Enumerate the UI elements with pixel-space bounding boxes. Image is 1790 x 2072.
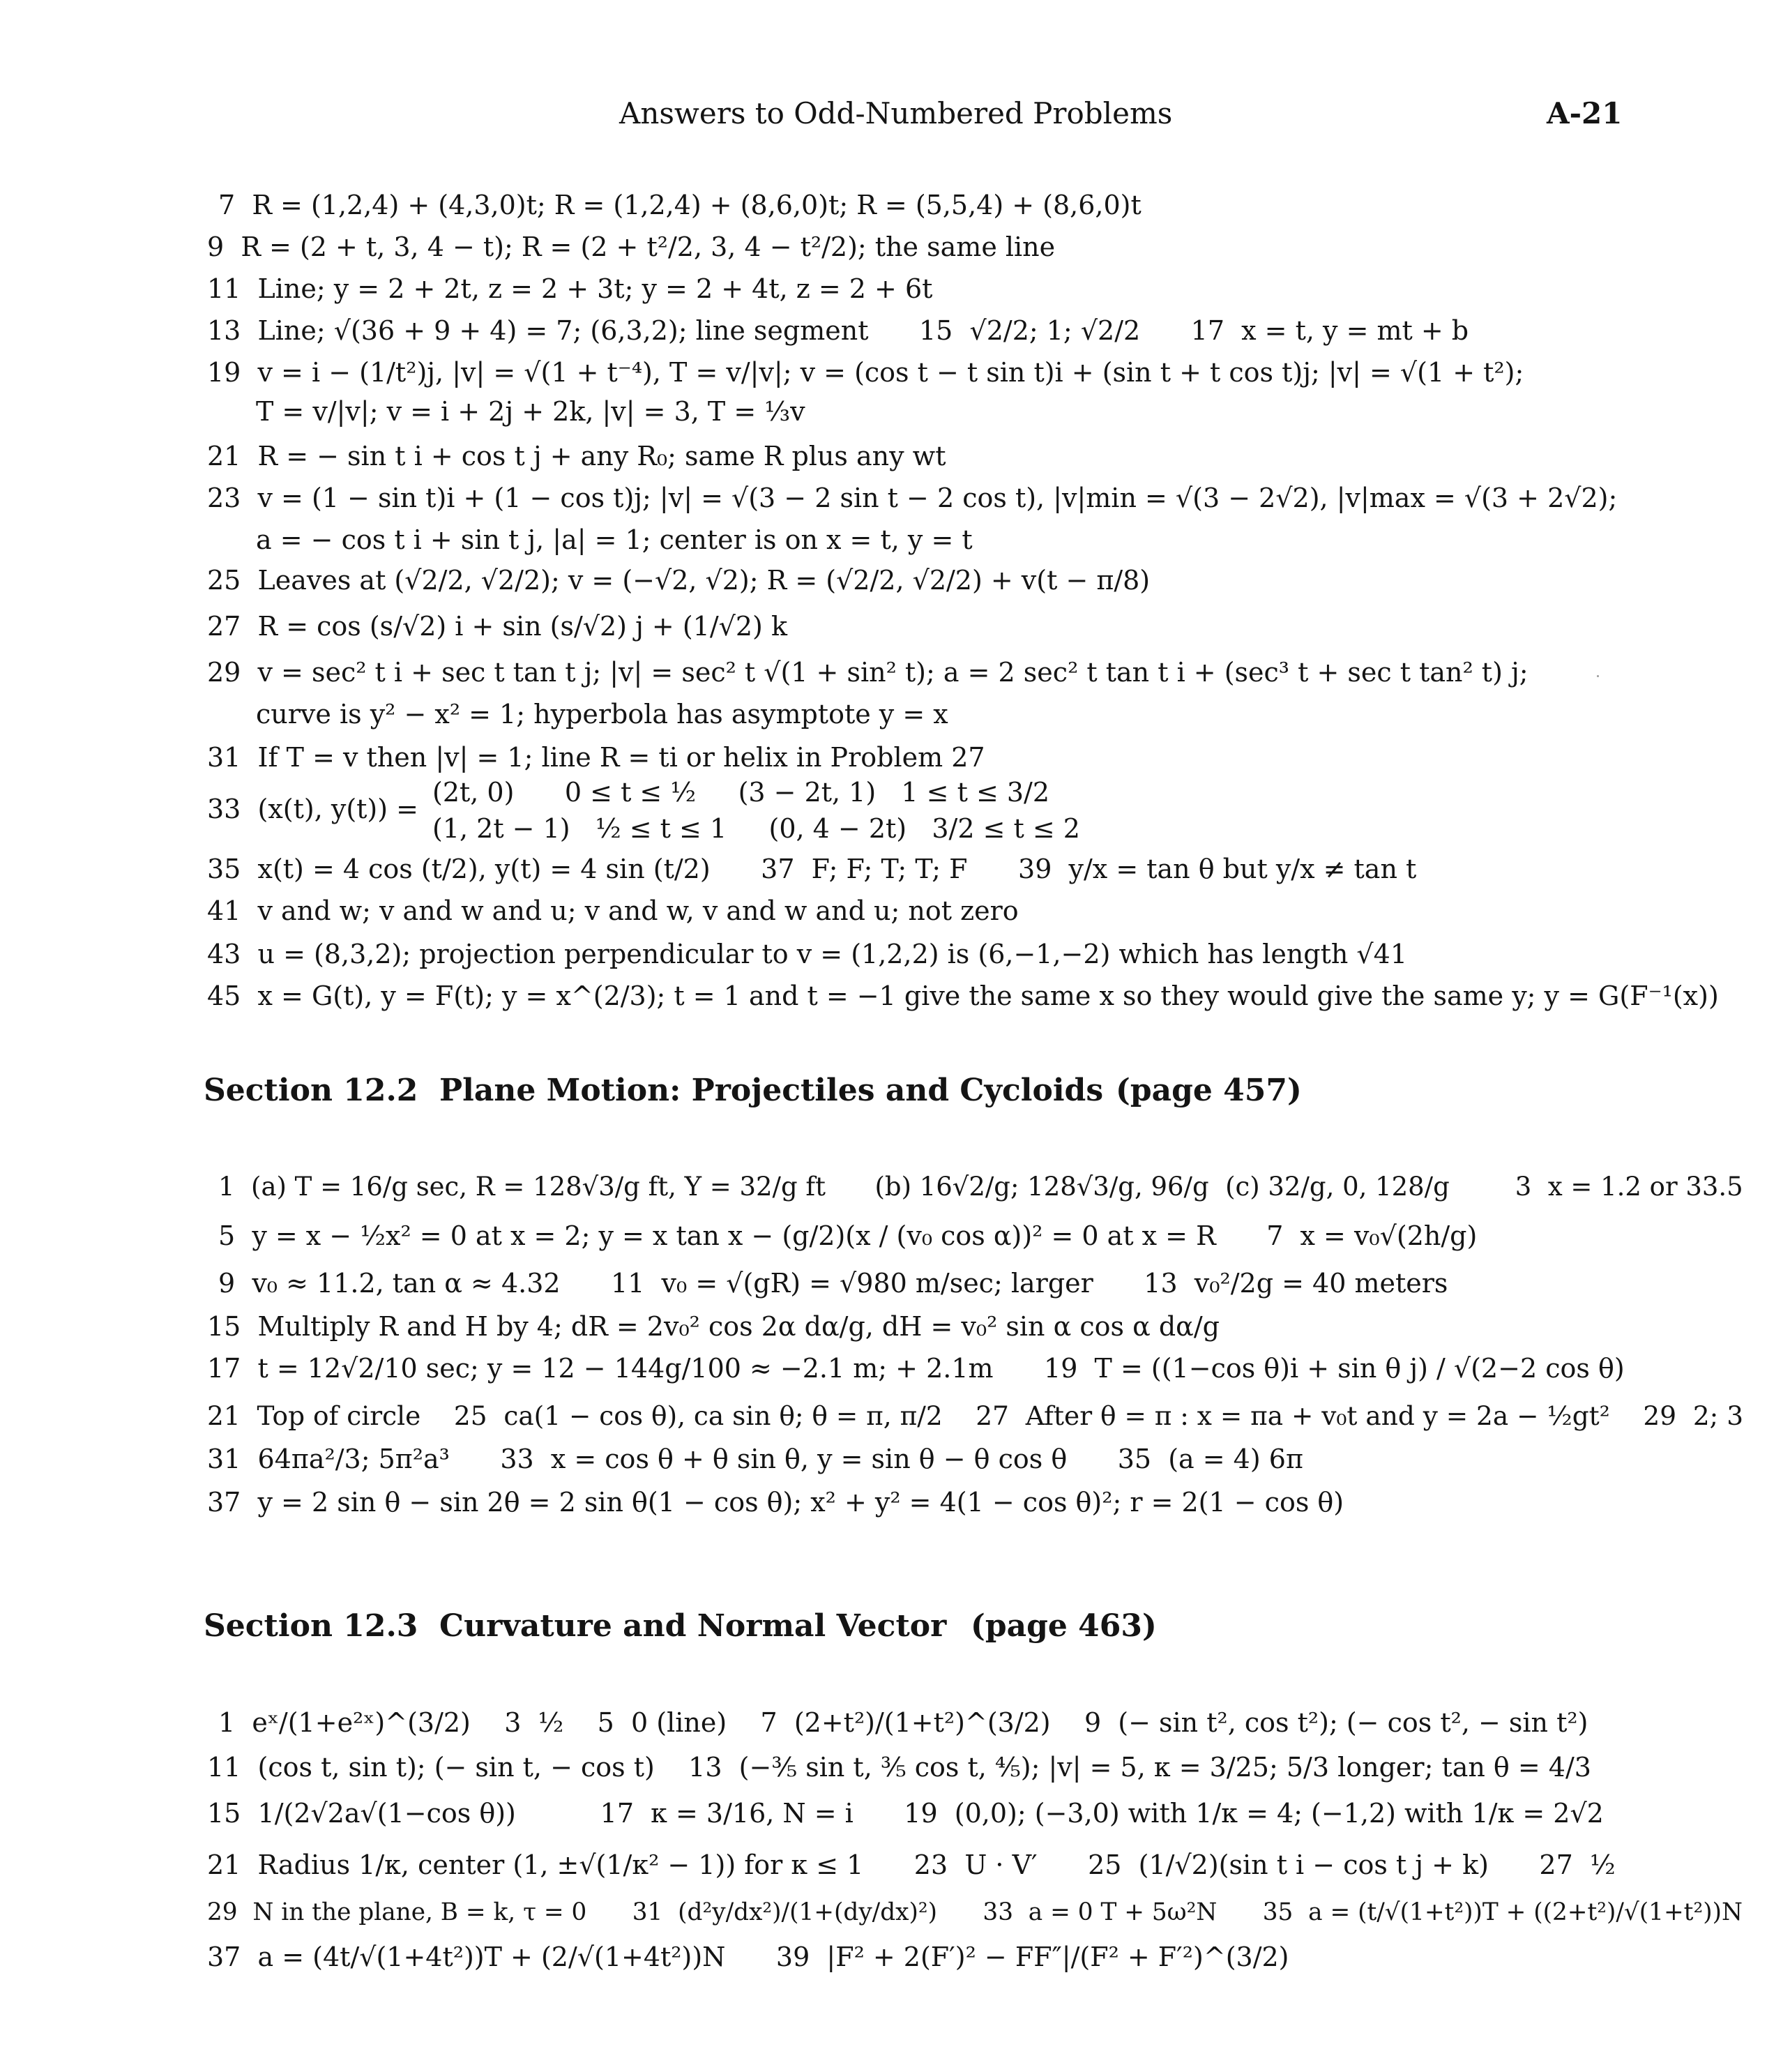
answer-line: 11 (cos t, sin t); (− sin t, − cos t) 13 (−⅗ sin t, ⅗ cos t, ⅘); |v| = 5, κ = 3/25; 5/3 longer; tan θ = 4/3 (207, 1752, 1591, 1783)
answer-line: 19 v = i − (1/t²)j, |v| = √(1 + t⁻⁴), T = v/|v|; v = (cos t − t sin t)i + (sin t + t cos t)j; |v| = √(1 + t²); (207, 357, 1524, 388)
answer-line: 21 Radius 1/κ, center (1, ±√(1/κ² − 1)) for κ ≤ 1 23 U · V′ 25 (1/√2)(sin t i − cos t j + k) 27 ½ (207, 1850, 1616, 1880)
answer-line: 15 1/(2√2a√(1−cos θ)) 17 κ = 3/16, N = i 19 (0,0); (−3,0) with 1/κ = 4; (−1,2) with 1/κ = 2√2 (207, 1798, 1604, 1829)
section-page-ref: (page 457) (1116, 1073, 1302, 1108)
answer-line: 29 v = sec² t i + sec t tan t j; |v| = sec² t √(1 + sin² t); a = 2 sec² t tan t i + (sec³ t + sec t tan² t) j; (207, 657, 1529, 688)
section-page-ref: (page 463) (971, 1608, 1157, 1644)
answer-line: 15 Multiply R and H by 4; dR = 2v₀² cos 2α dα/g, dH = v₀² sin α cos α dα/g (207, 1311, 1220, 1342)
page-number: A-21 (1547, 96, 1623, 130)
answer-line: 25 Leaves at (√2/2, √2/2); v = (−√2, √2); R = (√2/2, √2/2) + v(t − π/8) (207, 565, 1151, 596)
answer-line: 17 t = 12√2/10 sec; y = 12 − 144g/100 ≈ −2.1 m; + 2.1m 19 T = ((1−cos θ)i + sin θ j) / √(2−2 cos θ) (207, 1353, 1625, 1384)
answer-line: 45 x = G(t), y = F(t); y = x^(2/3); t = 1 and t = −1 give the same x so they would give the same y; y = G(F⁻¹(x)) (207, 981, 1719, 1011)
section-heading: Section 12.3 Curvature and Normal Vector (204, 1608, 947, 1644)
answer-line: 1 (a) T = 16/g sec, R = 128√3/g ft, Y = 32/g ft (b) 16√2/g; 128√3/g, 96/g (c) 32/g, 0, 128/g 3 x = 1.2 or 33.5 (218, 1172, 1743, 1202)
piecewise-row-top: (2t, 0) 0 ≤ t ≤ ½ (3 − 2t, 1) 1 ≤ t ≤ 3/2 (432, 777, 1050, 808)
answer-line: 21 Top of circle 25 ca(1 − cos θ), ca sin θ; θ = π, π/2 27 After θ = π : x = πa + v₀t and y = 2a − ½gt² 29 2; 3 (207, 1400, 1744, 1431)
answer-line-continued: T = v/|v|; v = i + 2j + 2k, |v| = 3, T = ⅓v (256, 396, 805, 427)
answer-line: 37 a = (4t/√(1+4t²))T + (2/√(1+4t²))N 39 |F² + 2(F′)² − FF″|/(F² + F′²)^(3/2) (207, 1942, 1289, 1972)
answer-line: 41 v and w; v and w and u; v and w, v and w and u; not zero (207, 895, 1019, 926)
answer-line: 21 R = − sin t i + cos t j + any R₀; same R plus any wt (207, 441, 946, 471)
answer-line: 43 u = (8,3,2); projection perpendicular to v = (1,2,2) is (6,−1,−2) which has length √41 (207, 939, 1408, 969)
answer-line-continued: curve is y² − x² = 1; hyperbola has asymptote y = x (256, 699, 948, 729)
answer-line: 7 R = (1,2,4) + (4,3,0)t; R = (1,2,4) + (8,6,0)t; R = (5,5,4) + (8,6,0)t (218, 190, 1141, 220)
answer-line-continued: a = − cos t i + sin t j, |a| = 1; center is on x = t, y = t (256, 524, 973, 555)
section-heading: Section 12.2 Plane Motion: Projectiles and Cycloids (204, 1073, 1104, 1108)
answer-line: 33 (x(t), y(t)) = (207, 794, 418, 824)
answer-line: 27 R = cos (s/√2) i + sin (s/√2) j + (1/√2) k (207, 611, 787, 642)
answer-line: 35 x(t) = 4 cos (t/2), y(t) = 4 sin (t/2) 37 F; F; T; T; F 39 y/x = tan θ but y/x ≠ tan t (207, 854, 1417, 884)
answer-line: 9 R = (2 + t, 3, 4 − t); R = (2 + t²/2, 3, 4 − t²/2); the same line (207, 232, 1056, 262)
scan-speck (1597, 675, 1599, 677)
answer-line: 23 v = (1 − sin t)i + (1 − cos t)j; |v| = √(3 − 2 sin t − 2 cos t), |v|min = √(3 − 2√2), |v|max = √(3 + 2√2); (207, 483, 1618, 513)
answer-line: 29 N in the plane, B = k, τ = 0 31 (d²y/dx²)/(1+(dy/dx)²) 33 a = 0 T + 5ω²N 35 a = (t/√(1+t²))T + ((2+t²)/√(1+t²))N (207, 1898, 1743, 1926)
running-header-title: Answers to Odd-Numbered Problems (619, 96, 1173, 130)
piecewise-row-bottom: (1, 2t − 1) ½ ≤ t ≤ 1 (0, 4 − 2t) 3/2 ≤ t ≤ 2 (432, 813, 1080, 844)
answer-line: 37 y = 2 sin θ − sin 2θ = 2 sin θ(1 − cos θ); x² + y² = 4(1 − cos θ)²; r = 2(1 − cos θ) (207, 1487, 1344, 1518)
answer-line: 11 Line; y = 2 + 2t, z = 2 + 3t; y = 2 + 4t, z = 2 + 6t (207, 273, 933, 304)
answer-line: 31 If T = v then |v| = 1; line R = ti or helix in Problem 27 (207, 742, 985, 773)
answer-line: 9 v₀ ≈ 11.2, tan α ≈ 4.32 11 v₀ = √(gR) = √980 m/sec; larger 13 v₀²/2g = 40 meters (218, 1268, 1448, 1299)
answer-line: 1 eˣ/(1+e²ˣ)^(3/2) 3 ½ 5 0 (line) 7 (2+t²)/(1+t²)^(3/2) 9 (− sin t², cos t²); (− cos t², − sin t²) (218, 1707, 1588, 1738)
answer-line: 5 y = x − ½x² = 0 at x = 2; y = x tan x − (g/2)(x / (v₀ cos α))² = 0 at x = R 7 x = v₀√(2h/g) (218, 1220, 1478, 1251)
answer-line: 13 Line; √(36 + 9 + 4) = 7; (6,3,2); line segment 15 √2/2; 1; √2/2 17 x = t, y = mt + b (207, 315, 1469, 346)
answer-line: 31 64πa²/3; 5π²a³ 33 x = cos θ + θ sin θ, y = sin θ − θ cos θ 35 (a = 4) 6π (207, 1444, 1303, 1474)
